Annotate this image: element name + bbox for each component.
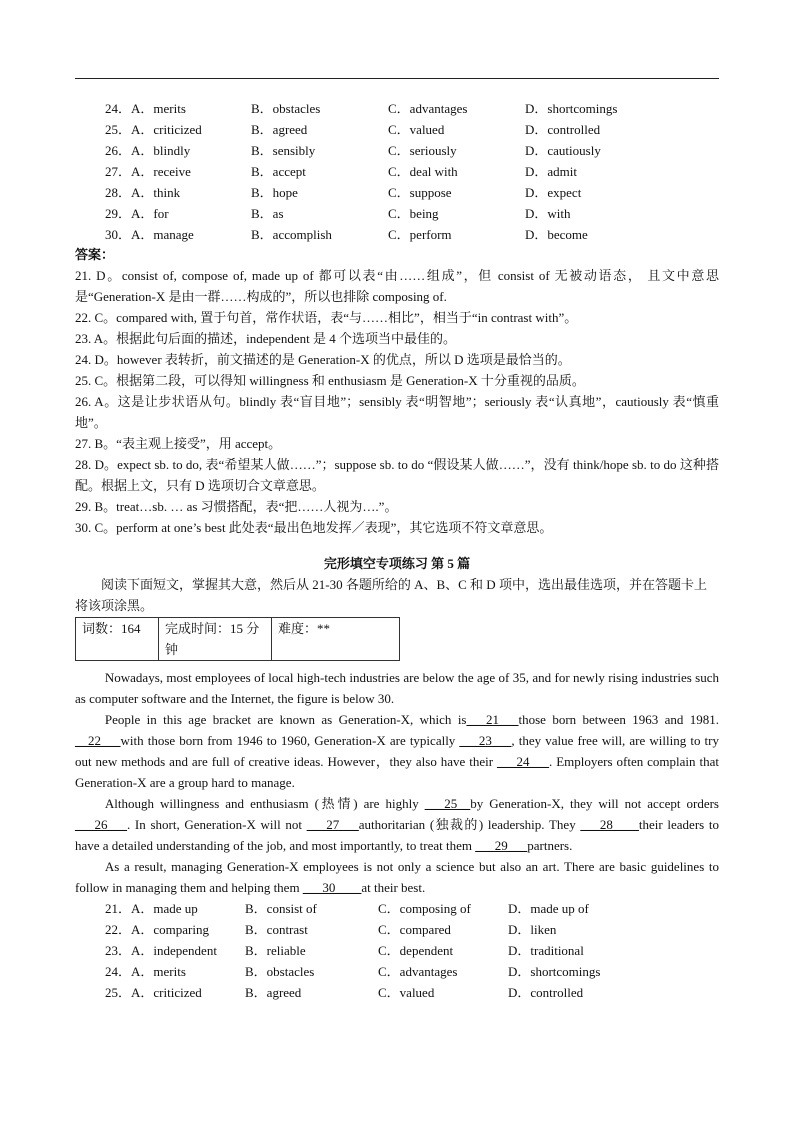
passage-text: . In short, Generation-X will not [127, 817, 303, 832]
blank-21: ___21___ [466, 712, 519, 727]
option-row [75, 140, 719, 161]
option-item [105, 119, 202, 140]
passage-text: their leaders to have a detailed understanding of the job, and most importantly, to treat them [75, 817, 719, 853]
option-d: D．traditional [508, 943, 584, 958]
option-item [105, 98, 186, 119]
passage-paragraph-2 [75, 709, 719, 793]
option-a: A．criticized [131, 985, 202, 1000]
option-d: D．shortcomings [525, 101, 618, 116]
document-body [75, 98, 719, 1003]
option-b: B．agreed [245, 985, 302, 1000]
option-a: A．receive [131, 164, 191, 179]
blank-22: __22___ [75, 733, 121, 748]
option-c: C．seriously [388, 143, 457, 158]
option-item [105, 161, 191, 182]
question-number: 30． [105, 227, 132, 242]
option-b: B．reliable [245, 943, 306, 958]
answer-item: 27. B。“表主观上接受”，用 accept。 [75, 436, 282, 451]
question-number: 24． [105, 964, 132, 979]
passage-text: by Generation-X, they will not accept orders [470, 796, 719, 811]
answers-list [75, 265, 719, 538]
passage-text: , they value free will, are willing to try out new methods and are full of creative ideas. However，they also have their [75, 733, 719, 769]
option-item [105, 919, 209, 940]
passage-text: those born between 1963 and 1981. [518, 712, 719, 727]
option-b: B．contrast [245, 922, 308, 937]
option-row [75, 224, 719, 245]
option-item [105, 224, 194, 245]
question-number: 21． [105, 901, 132, 916]
option-b: B．obstacles [245, 964, 315, 979]
option-b: B．consist of [245, 901, 317, 916]
blank-23: ___23___ [459, 733, 512, 748]
blank-30: ___30____ [302, 880, 362, 895]
answer-item: 23. A。根据此句后面的描述，independent 是 4 个选项当中最佳的。 [75, 331, 456, 346]
option-d: D．expect [525, 185, 582, 200]
time-cell: 完成时间：15 分钟 [159, 618, 272, 661]
passage-text: . Employers often complain that Generation-X are a group hard to manage. [75, 754, 719, 790]
option-a: A．made up [131, 901, 198, 916]
option-c: C．suppose [388, 185, 452, 200]
option-item [105, 898, 198, 919]
blank-25: ___25__ [424, 796, 471, 811]
blank-28: ___28____ [580, 817, 639, 832]
question-number: 26． [105, 143, 132, 158]
option-c: C．dependent [378, 943, 454, 958]
instruction-text: 阅读下面短文，掌握其大意，然后从 21-30 各题所给的 A、B、C 和 D 项中，选出最佳选项，并在答题卡上将该项涂黑。 [75, 577, 707, 613]
option-a: A．merits [131, 964, 186, 979]
passage-text: at their best. [361, 880, 426, 895]
option-c: C．advantages [378, 964, 458, 979]
passage-text: As a result, managing Generation-X employees is not only a science but also an art. There are basic guidelines to follow in managing them and helping them [75, 859, 719, 895]
passage-text: with those born from 1946 to 1960, Generation-X are typically [120, 733, 456, 748]
info-table [75, 617, 400, 661]
option-b: B．accomplish [251, 227, 332, 242]
blank-27: ___27___ [306, 817, 359, 832]
word-count-cell: 词数：164 [76, 618, 159, 661]
option-row [75, 182, 719, 203]
answer-item: 22. C。compared with, 置于句首，常作状语，表“与……相比”，相当于“in contrast with”。 [75, 310, 578, 325]
passage-paragraph-1: Nowadays, most employees of local high-tech industries are below the age of 35, and for newly rising industries such as computer software and the Internet, the figure is below 30. [75, 670, 719, 706]
blank-24: ___24___ [497, 754, 550, 769]
option-d: D．cautiously [525, 143, 601, 158]
option-item [105, 940, 217, 961]
question-number: 23． [105, 943, 132, 958]
option-row [75, 919, 719, 940]
answer-item: 29. B。treat…sb. … as 习惯搭配，表“把……人视为….”。 [75, 499, 398, 514]
question-number: 28． [105, 185, 132, 200]
passage-text: People in this age bracket are known as Generation-X, which is [104, 712, 467, 727]
option-a: A．independent [131, 943, 217, 958]
passage-paragraph-4 [75, 856, 719, 898]
bottom-options-list [75, 898, 719, 1003]
option-d: D．admit [525, 164, 577, 179]
option-c: C．perform [388, 227, 452, 242]
passage [75, 667, 719, 898]
option-b: B．as [251, 206, 284, 221]
option-c: C．deal with [388, 164, 458, 179]
option-d: D．controlled [525, 122, 601, 137]
option-a: A．for [131, 206, 169, 221]
option-d: D．shortcomings [508, 964, 601, 979]
question-number: 27． [105, 164, 132, 179]
option-item [105, 982, 202, 1003]
option-b: B．hope [251, 185, 298, 200]
option-row [75, 203, 719, 224]
option-d: D．with [525, 206, 571, 221]
option-b: B．agreed [251, 122, 308, 137]
difficulty-cell: 难度：** [272, 618, 400, 661]
option-b: B．sensibly [251, 143, 316, 158]
option-a: A．comparing [131, 922, 209, 937]
option-c: C．composing of [378, 901, 471, 916]
passage-text: partners. [527, 838, 573, 853]
blank-29: ___29___ [475, 838, 528, 853]
passage-paragraph-3 [75, 793, 719, 856]
option-row [75, 961, 719, 982]
option-a: A．blindly [131, 143, 191, 158]
option-c: C．valued [378, 985, 435, 1000]
answer-item: 30. C。perform at one’s best 此处表“最出色地发挥／表现”，其它选项不符文章意思。 [75, 520, 553, 535]
answer-item: 28. D。expect sb. to do, 表“希望某人做……”；suppose sb. to do “假设某人做……”，没有 think/hope sb. to do 这种搭配。根据上文，只有 D 选项切合文章意思。 [75, 457, 719, 493]
question-number: 29． [105, 206, 132, 221]
passage-text: authoritarian (独裁的) leadership. They [358, 817, 576, 832]
header-rule [75, 78, 719, 79]
option-a: A．merits [131, 101, 186, 116]
option-b: B．obstacles [251, 101, 321, 116]
option-c: C．compared [378, 922, 451, 937]
option-item [105, 203, 169, 224]
answer-item: 26. A。这是让步状语从句。blindly 表“盲目地”；sensibly 表“明智地”；seriously 表“认真地”，cautiously 表“慎重地”。 [75, 394, 719, 430]
option-row [75, 119, 719, 140]
blank-26: ___26___ [75, 817, 127, 832]
answer-item: 24. D。however 表转折，前文描述的是 Generation-X 的优点，所以 D 选项是最恰当的。 [75, 352, 571, 367]
option-c: C．being [388, 206, 439, 221]
option-d: D．made up of [508, 901, 589, 916]
question-number: 24． [105, 101, 132, 116]
option-a: A．criticized [131, 122, 202, 137]
top-options-list [75, 98, 719, 245]
option-row [75, 98, 719, 119]
option-c: C．advantages [388, 101, 468, 116]
option-d: D．liken [508, 922, 557, 937]
answers-title: 答案： [75, 247, 115, 262]
question-number: 25． [105, 985, 132, 1000]
option-row [75, 898, 719, 919]
answer-item: 21. D。consist of, compose of, made up of 都可以表“由……组成”，但 consist of 无被动语态， 且文中意思是“Generation-X 是由一群……构成的”，所以也排除 composing of. [75, 268, 719, 304]
option-d: D．controlled [508, 985, 584, 1000]
passage-text: Although willingness and enthusiasm (热情) are highly [104, 796, 419, 811]
option-item [105, 140, 190, 161]
question-number: 22． [105, 922, 132, 937]
option-row [75, 982, 719, 1003]
section-title: 完形填空专项练习 第 5 篇 [323, 556, 471, 571]
question-number: 25． [105, 122, 132, 137]
option-b: B．accept [251, 164, 306, 179]
option-d: D．become [525, 227, 588, 242]
option-row [75, 161, 719, 182]
option-a: A．think [131, 185, 181, 200]
option-c: C．valued [388, 122, 445, 137]
option-item [105, 961, 186, 982]
option-row [75, 940, 719, 961]
option-item [105, 182, 180, 203]
answer-item: 25. C。根据第二段，可以得知 willingness 和 enthusiasm 是 Generation-X 十分重视的品质。 [75, 373, 585, 388]
option-a: A．manage [131, 227, 194, 242]
